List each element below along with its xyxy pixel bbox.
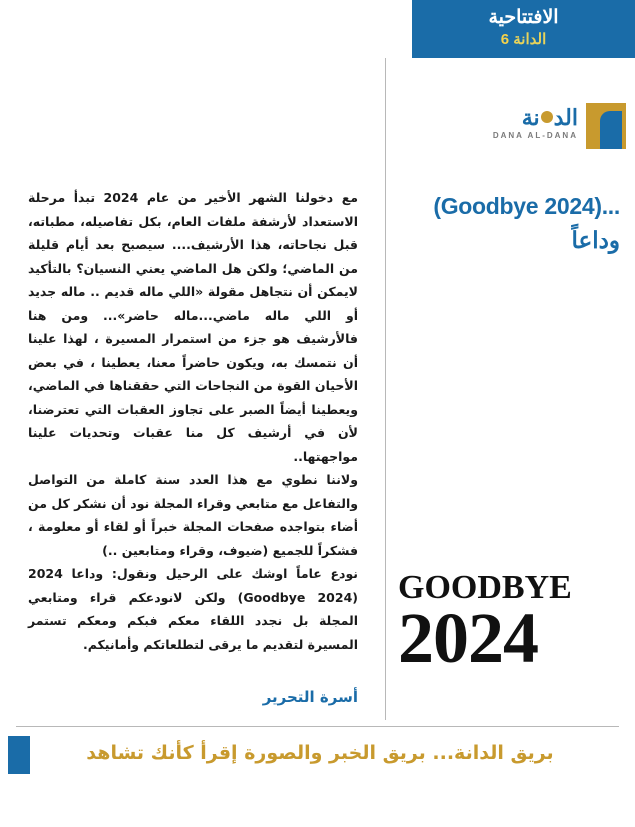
article-signature: أسرة التحرير bbox=[262, 688, 358, 706]
logo-latin-subtitle: DANA AL-DANA bbox=[492, 131, 578, 140]
feature-word: GOODBYE bbox=[398, 569, 572, 606]
feature-year: 2024 bbox=[398, 598, 538, 678]
footer-accent-block bbox=[8, 736, 30, 774]
feature-graphic bbox=[398, 569, 623, 678]
header-magazine-name bbox=[412, 30, 635, 48]
section-title: الافتتاحية bbox=[488, 7, 559, 28]
headline-line-english: ...(Goodbye 2024) bbox=[433, 193, 620, 219]
article-paragraph: ولاننا نطوي مع هذا العدد سنة كاملة من التواصل والتفاعل مع متابعي وقراء المجلة نود أن نشكر كل من أضاء بتواجده صفحات المجلة خبراً أو لقاء أو معلومة ، فشكراً للجميع (ضيوف، وقراء ومتابعين ..) bbox=[28, 472, 358, 558]
article-paragraph: نودع عاماً اوشك على الرحيل ونقول: وداعا 2024 (Goodbye 2024) ولكن لانودعكم قراء ومتابعي المجلة بل نجدد اللقاء معكم فبكم ومعكم تستمر المسيرة لتقديم ما يرقى لتطلعاتكم وأمانيكم. bbox=[28, 566, 358, 652]
article-body bbox=[28, 186, 358, 656]
headline-line-arabic: وداعاً bbox=[571, 227, 620, 253]
footer-slogan: بريق الدانة... بريق الخبر والصورة إقرأ كأنك تشاهد bbox=[86, 742, 554, 764]
article-paragraph: مع دخولنا الشهر الأخير من عام 2024 تبدأ مرحلة الاستعداد لأرشفة ملفات العام، بكل تفاصيله، مطباته، قبل نجاحاته، هذا الأرشيف.... سيصبح بعد أيام قليلة من الماضي؛ ولكن هل الماضي يعني النسيان؟ بالتأكيد لايمكن أن نتجاهل مقولة «اللي ماله قديم .. ماله جديد أو اللي ماله ماضي...ماله حاضر»... ومن هنا فالأرشيف هو جزء من استمرار المسيرة ، لهذا علينا أن نتمسك به، ويكون حاضراً معنا، يعطينا ، في بعض الأحيان القوة من النجاحات التي حققناها في الماضي، ويعطينا أيضاً الصبر على تجاوز العقبات التي تعترضنا، لأن في أرشيف كل منا عقبات وتحديات علينا مواجهتها.. bbox=[28, 190, 358, 464]
logo-dot-icon bbox=[541, 111, 553, 123]
header-bar bbox=[412, 0, 635, 58]
logo-word-part2: نة bbox=[521, 105, 540, 130]
footer-divider bbox=[16, 726, 619, 727]
article-headline bbox=[398, 190, 620, 256]
column-divider bbox=[385, 58, 386, 720]
logo-mark-icon bbox=[586, 103, 626, 149]
magazine-logo bbox=[488, 103, 626, 149]
magazine-name-text: الدانة bbox=[513, 31, 547, 48]
logo-word-part1: الد bbox=[553, 105, 578, 130]
page-number: 6 bbox=[500, 31, 510, 48]
logo-wordmark bbox=[522, 105, 578, 131]
